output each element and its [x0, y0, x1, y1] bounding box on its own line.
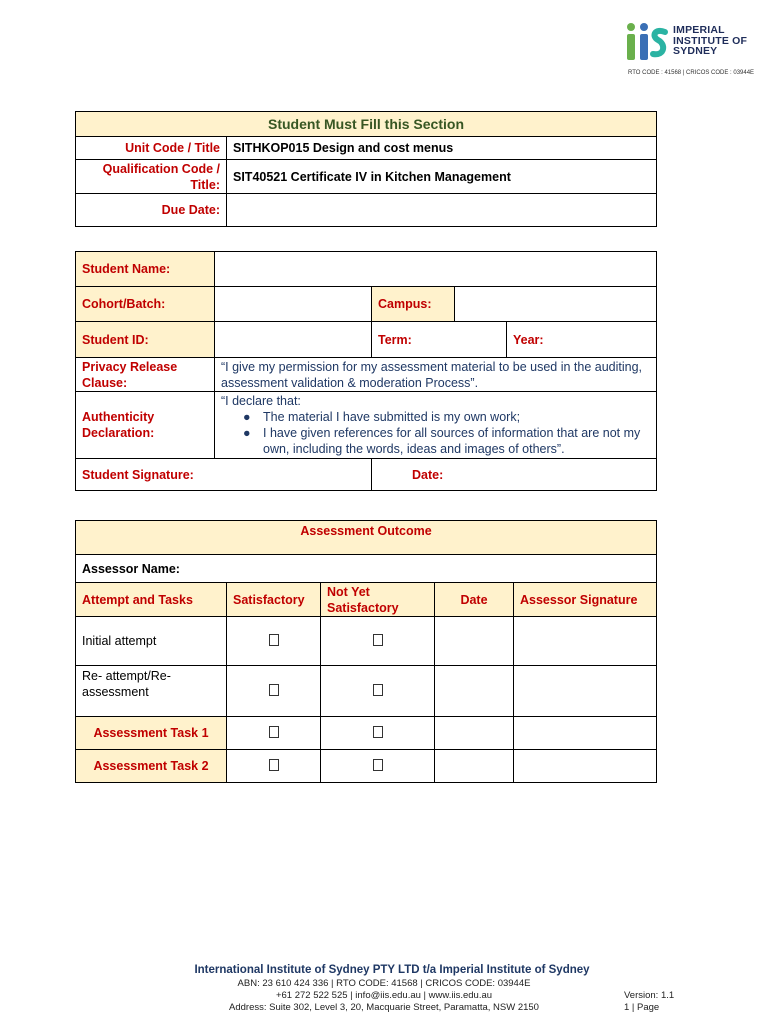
signature-cell[interactable] [514, 750, 657, 783]
version-label: Version: 1.1 [624, 990, 675, 1001]
student-signature-label[interactable]: Student Signature: [76, 459, 372, 491]
satisfactory-checkbox[interactable] [227, 666, 321, 717]
col-satisfactory: Satisfactory [227, 583, 321, 617]
logo-wordmark: IMPERIAL INSTITUTE OF SYDNEY [673, 24, 748, 57]
satisfactory-checkbox[interactable] [227, 750, 321, 783]
authenticity-intro: “I declare that: [221, 394, 301, 408]
col-not-yet-satisfactory: Not Yet Satisfactory [321, 583, 435, 617]
date-cell[interactable] [435, 750, 514, 783]
assessment-outcome-table [75, 520, 657, 783]
checkbox-icon[interactable] [373, 759, 383, 771]
campus-field[interactable] [455, 287, 657, 322]
campus-label: Campus: [372, 287, 455, 322]
signature-cell[interactable] [514, 717, 657, 750]
student-id-label: Student ID: [76, 322, 215, 358]
page-number: 1 | Page [624, 1002, 660, 1013]
table-row [76, 750, 657, 783]
assessor-name-label[interactable]: Assessor Name: [76, 555, 657, 583]
table-row [76, 717, 657, 750]
col-attempt-tasks: Attempt and Tasks [76, 583, 227, 617]
col-date: Date [435, 583, 514, 617]
date-label[interactable]: Date: [372, 459, 657, 491]
footer-abn: ABN: 23 610 424 336 | RTO CODE: 41568 | CRICOS CODE: 03944E [237, 978, 531, 989]
section-header: Student Must Fill this Section [76, 112, 657, 137]
student-id-field[interactable] [215, 322, 372, 358]
student-name-field[interactable] [215, 252, 657, 287]
row-label: Assessment Task 1 [76, 717, 227, 750]
iis-logo-mark-icon [625, 22, 671, 66]
table-row [76, 617, 657, 666]
not-satisfactory-checkbox[interactable] [321, 617, 435, 666]
date-cell[interactable] [435, 717, 514, 750]
authenticity-text [215, 392, 657, 459]
signature-cell[interactable] [514, 666, 657, 717]
qualification-label: Qualification Code / Title: [76, 160, 227, 194]
not-satisfactory-checkbox[interactable] [321, 750, 435, 783]
list-item: ● The material I have submitted is my own work; [243, 410, 521, 424]
footer-address: Address: Suite 302, Level 3, 20, Macquarie Street, Paramatta, NSW 2150 [229, 1002, 539, 1013]
checkbox-icon[interactable] [373, 634, 383, 646]
row-label: Initial attempt [76, 617, 227, 666]
unit-code-value: SITHKOP015 Design and cost menus [227, 137, 657, 160]
checkbox-icon[interactable] [373, 726, 383, 738]
bullet-icon: ● [243, 426, 251, 440]
privacy-clause-label: Privacy Release Clause: [76, 358, 215, 392]
checkbox-icon[interactable] [269, 726, 279, 738]
qualification-value: SIT40521 Certificate IV in Kitchen Management [227, 160, 657, 194]
due-date-field[interactable] [227, 194, 657, 227]
table-row [76, 666, 657, 717]
assessment-outcome-header: Assessment Outcome [76, 521, 657, 555]
privacy-clause-text: “I give my permission for my assessment material to be used in the auditing, assessment validation & moderation Process”. [215, 358, 657, 392]
authenticity-label: Authenticity Declaration: [76, 392, 215, 459]
col-assessor-signature: Assessor Signature [514, 583, 657, 617]
signature-cell[interactable] [514, 617, 657, 666]
date-cell[interactable] [435, 617, 514, 666]
not-satisfactory-checkbox[interactable] [321, 666, 435, 717]
satisfactory-checkbox[interactable] [227, 717, 321, 750]
student-name-label: Student Name: [76, 252, 215, 287]
term-label[interactable]: Term: [372, 322, 507, 358]
unit-code-label: Unit Code / Title [76, 137, 227, 160]
checkbox-icon[interactable] [373, 684, 383, 696]
student-details-table [75, 251, 657, 491]
cohort-field[interactable] [215, 287, 372, 322]
row-label: Assessment Task 2 [76, 750, 227, 783]
year-label[interactable]: Year: [507, 322, 657, 358]
cohort-label: Cohort/Batch: [76, 287, 215, 322]
checkbox-icon[interactable] [269, 759, 279, 771]
satisfactory-checkbox[interactable] [227, 617, 321, 666]
row-label: Re- attempt/Re-assessment [76, 666, 227, 717]
unit-details-table [75, 111, 657, 227]
logo-rto-text: RTO CODE : 41568 | CRICOS CODE : 03944E [628, 70, 755, 76]
date-cell[interactable] [435, 666, 514, 717]
list-item: ● I have given references for all sources of information that are not my own, including the words, ideas and images of others”. [243, 426, 641, 456]
not-satisfactory-checkbox[interactable] [321, 717, 435, 750]
bullet-icon: ● [243, 410, 251, 424]
footer-contact: +61 272 522 525 | info@iis.edu.au | www.iis.edu.au [275, 990, 493, 1001]
checkbox-icon[interactable] [269, 634, 279, 646]
checkbox-icon[interactable] [269, 684, 279, 696]
institute-logo [625, 22, 760, 82]
due-date-label: Due Date: [76, 194, 227, 227]
footer-title: International Institute of Sydney PTY LTD t/a Imperial Institute of Sydney [194, 964, 590, 976]
